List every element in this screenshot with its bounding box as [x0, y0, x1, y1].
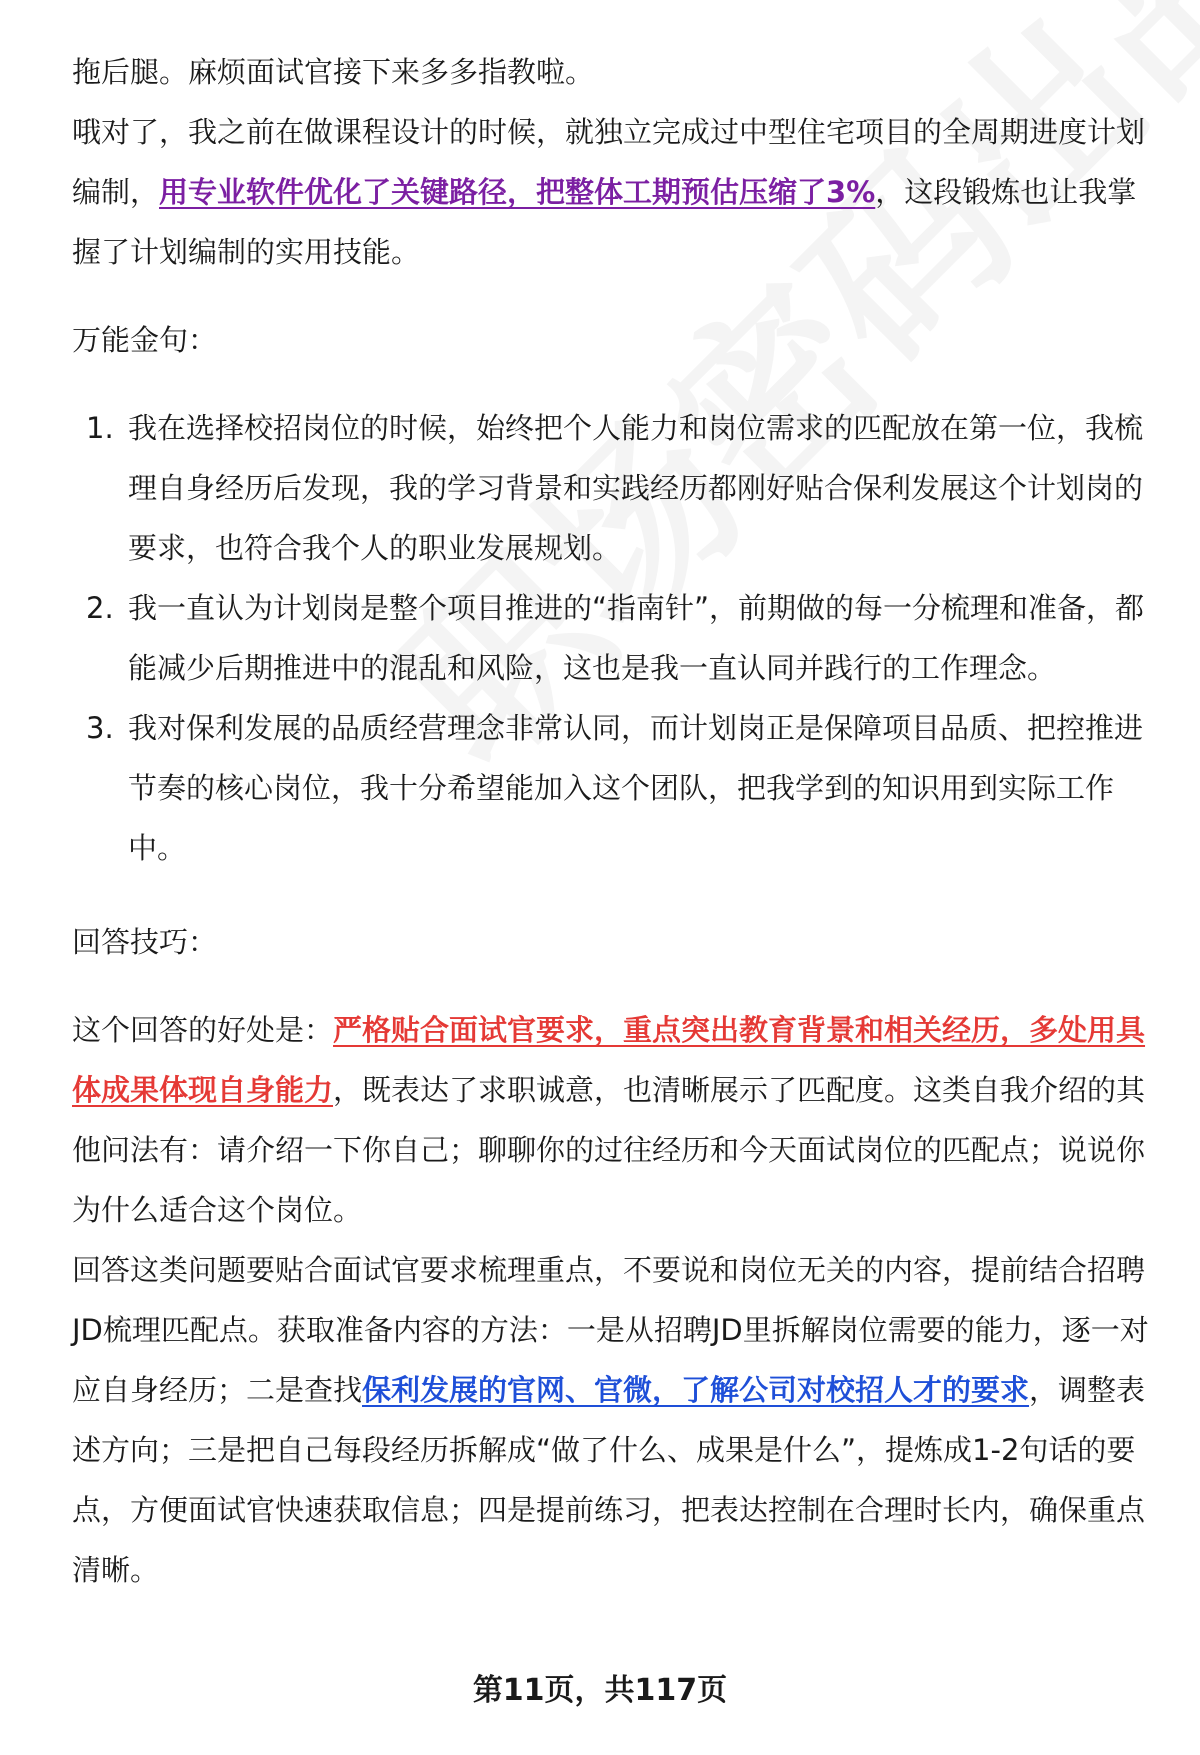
page-content	[72, 42, 1152, 1600]
golden-sentences-heading: 万能金句：	[72, 323, 218, 357]
list-item-text: 我对保利发展的品质经营理念非常认同，而计划岗正是保障项目品质、把控推进节奏的核心岗位，我十分希望能加入这个团队，把我学到的知识用到实际工作中。	[128, 711, 1144, 865]
tips-text-after: ，调整表述方向；三是把自己每段经历拆解成“做了什么、成果是什么”，提炼成1-2句话的要点，方便面试官快速获取信息；四是提前练习，把表达控制在合理时长内，确保重点清晰。	[72, 1373, 1146, 1587]
list-item-text: 我一直认为计划岗是整个项目推进的“指南针”，前期做的每一分梳理和准备，都能减少后期推进中的混乱和风险，这也是我一直认同并践行的工作理念。	[128, 591, 1145, 685]
list-item-number: 1.	[86, 411, 114, 445]
intro-paragraph-2	[72, 102, 1152, 282]
list-item	[72, 698, 1152, 878]
spacer	[72, 282, 1152, 310]
spacer	[72, 878, 1152, 912]
tips-highlight-red: 严格贴合面试官要求，重点突出教育背景和相关经历，多处用具体成果体现自身能力	[72, 1013, 1146, 1107]
tips-text-before: 这个回答的好处是：	[72, 1013, 334, 1047]
spacer	[72, 370, 1152, 398]
intro-text-after: ，这段锻炼也让我掌握了计划编制的实用技能。	[72, 175, 1137, 269]
golden-sentences-list	[72, 398, 1152, 878]
tips-text-after: ，既表达了求职诚意，也清晰展示了匹配度。这类自我介绍的其他问法有：请介绍一下你自己；聊聊你的过往经历和今天面试岗位的匹配点；说说你为什么适合这个岗位。	[72, 1073, 1146, 1227]
page-number-footer: 第11页，共117页	[472, 1673, 728, 1708]
tips-paragraph-1	[72, 1000, 1152, 1240]
tips-text-before: 回答这类问题要贴合面试官要求梳理重点，不要说和岗位无关的内容，提前结合招聘JD梳理匹配点。获取准备内容的方法：一是从招聘JD里拆解岗位需要的能力，逐一对应自身经历；二是查找	[72, 1253, 1149, 1407]
list-item	[72, 578, 1152, 698]
spacer	[72, 972, 1152, 1000]
tips-heading: 回答技巧：	[72, 925, 218, 959]
intro-highlight: 用专业软件优化了关键路径，把整体工期预估压缩了3%	[159, 175, 876, 209]
list-item	[72, 398, 1152, 578]
tips-paragraph-2	[72, 1240, 1152, 1600]
list-item-number: 3.	[86, 711, 114, 745]
list-item-text: 我在选择校招岗位的时候，始终把个人能力和岗位需求的匹配放在第一位，我梳理自身经历后发现，我的学习背景和实践经历都刚好贴合保利发展这个计划岗的要求，也符合我个人的职业发展规划。	[128, 411, 1144, 565]
list-item-number: 2.	[86, 591, 114, 625]
intro-paragraph-1: 拖后腿。麻烦面试官接下来多多指教啦。	[72, 55, 595, 89]
intro-text-before: 哦对了，我之前在做课程设计的时候，就独立完成过中型住宅项目的全周期进度计划编制，	[72, 115, 1146, 209]
tips-highlight-blue: 保利发展的官网、官微，了解公司对校招人才的要求	[362, 1373, 1030, 1407]
